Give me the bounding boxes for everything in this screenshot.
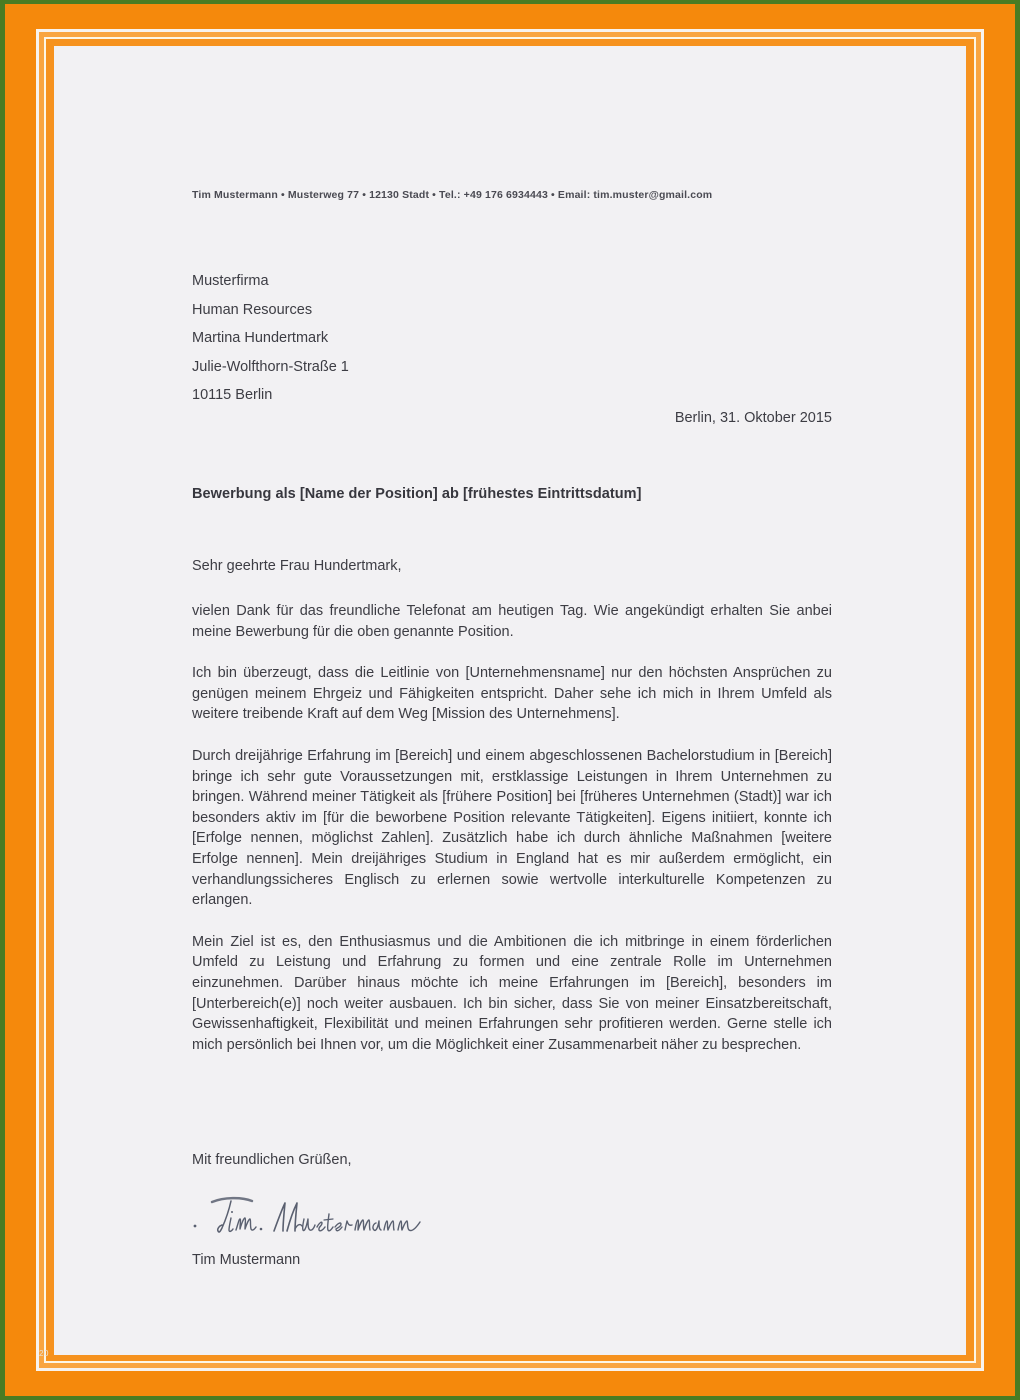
body-paragraph-1: vielen Dank für das freundliche Telefonat am heutigen Tag. Wie angekündigt erhalten Sie anbei meine Bewerbung für die oben genannte Position. [192, 603, 832, 640]
handwritten-signature-icon [190, 1186, 440, 1248]
date-line: Berlin, 31. Oktober 2015 [674, 410, 832, 426]
signer-name: Tim Mustermann [192, 1252, 301, 1268]
letter-page [54, 46, 966, 1355]
body-paragraph-2: Ich bin überzeugt, dass die Leitlinie von [Unternehmensname] nur den höchsten Ansprüchen zu genügen meinem Ehrgeiz und Fähigkeiten entspricht. Daher sehe ich mich in Ihrem Umfeld als weitere treibende Kraft auf dem Weg [Mission des Unternehmens]. [192, 665, 832, 723]
recipient-line-street: Julie-Wolfthorn-Straße 1 [192, 358, 349, 375]
recipient-address-block [192, 267, 349, 410]
closing-phrase: Mit freundlichen Grüßen, [192, 1152, 352, 1168]
sender-contact-line: Tim Mustermann • Musterweg 77 • 12130 Stadt • Tel.: +49 176 6934443 • Email: tim.muster@gmail.com [192, 189, 713, 201]
subject-line: Bewerbung als [Name der Position] ab [frühestes Eintrittsdatum] [192, 486, 642, 502]
salutation: Sehr geehrte Frau Hundertmark, [192, 558, 402, 574]
recipient-line-company: Musterfirma [192, 273, 269, 289]
recipient-line-department: Human Resources [192, 301, 313, 318]
page-index-mark: 20 [39, 1349, 49, 1358]
recipient-line-city: 10115 Berlin [192, 387, 273, 404]
recipient-line-person: Martina Hundertmark [192, 330, 329, 347]
body-paragraph-4: Mein Ziel ist es, den Enthusiasmus und die Ambitionen die ich mitbringe in einem förderlichen Umfeld zu Leistung und Erfahrung zu formen und eine zentrale Rolle im Unternehmen einzunehmen. Darüber hinaus möchte ich meine Erfahrungen im [Bereich], besonders im [Unterbereich(e)] noch weiter ausbauen. Ich bin sicher, dass Sie von meiner Einsatzbereitschaft, Gewissenhaftigkeit, Flexibilität und meinen Erfahrungen sehr profitieren werden. Gerne stelle ich mich persönlich bei Ihnen vor, um die Möglichkeit einer Zusammenarbeit näher zu besprechen. [192, 933, 832, 1053]
body-paragraph-3: Durch dreijährige Erfahrung im [Bereich] und einem abgeschlossenen Bachelorstudium in [Bereich] bringe ich sehr gute Voraussetzungen mit, erstklassige Leistungen in Ihrem Unternehmen zu bringen. Während meiner Tätigkeit als [frühere Position] bei [früheres Unternehmen (Stadt)] war ich besonders aktiv im [für die beworbene Position relevante Tätigkeiten]. Eigens initiiert, konnte ich [Erfolge nennen, möglichst Zahlen]. Zusätzlich habe ich durch ähnliche Maßnahmen [weitere Erfolge nennen]. Mein dreijähriges Studium in England hat es mir außerdem ermöglicht, ein verhandlungssicheres Englisch zu erlernen sowie wertvolle interkulturelle Kompetenzen zu erlangen. [192, 747, 832, 909]
letter-body [192, 601, 832, 1055]
